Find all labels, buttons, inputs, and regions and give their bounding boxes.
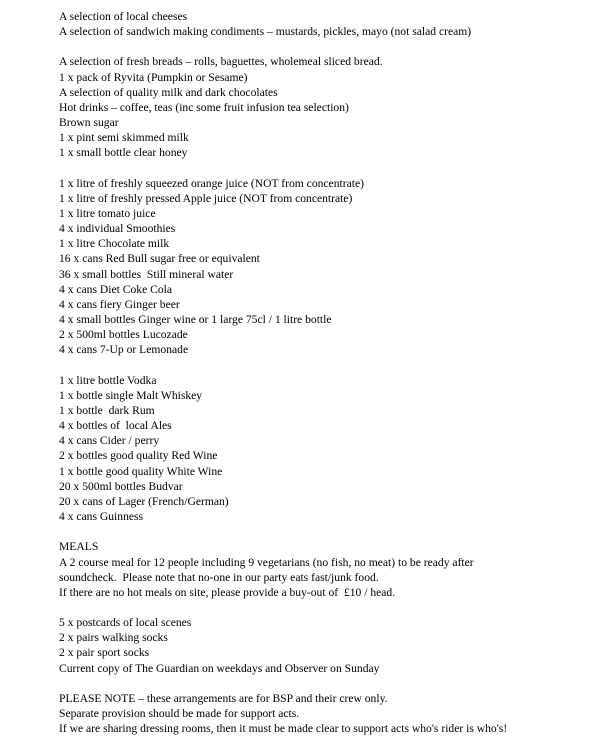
text-line: 2 x pairs walking socks — [59, 631, 168, 645]
text-line: soundcheck. Please note that no-one in our party eats fast/junk food. — [59, 570, 379, 584]
text-line: 4 x cans 7-Up or Lemonade — [59, 343, 189, 357]
text-line: Current copy of The Guardian on weekdays and Observer on Sunday — [59, 661, 380, 675]
text-line: 1 x litre Chocolate milk — [59, 237, 170, 251]
text-line: If we are sharing dressing rooms, then it must be made clear to support acts who's rider is who's! — [59, 722, 508, 736]
text-line: 1 x litre of freshly squeezed orange juice (NOT from concentrate) — [59, 176, 364, 190]
text-line: 4 x cans fiery Ginger beer — [59, 297, 180, 311]
block-meals — [59, 539, 594, 600]
block-alcohol — [59, 373, 594, 525]
text-line: 1 x small bottle clear honey — [59, 146, 188, 160]
text-line: 1 x litre of freshly pressed Apple juice (NOT from concentrate) — [59, 191, 353, 205]
text-line: A selection of sandwich making condiments – mustards, pickles, mayo (not salad cream) — [59, 25, 472, 39]
text-line: 4 x individual Smoothies — [59, 222, 176, 236]
text-line: Separate provision should be made for support acts. — [59, 707, 300, 721]
text-line: 1 x bottle single Malt Whiskey — [59, 388, 203, 402]
text-line: A 2 course meal for 12 people including 9 vegetarians (no fish, no meat) to be ready after — [59, 555, 474, 569]
text-line: A selection of local cheeses — [59, 10, 188, 23]
text-line: 4 x bottles of local Ales — [59, 419, 172, 433]
block-please-note — [59, 691, 594, 736]
text-line: PLEASE NOTE – these arrangements are for BSP and their crew only. — [59, 691, 388, 705]
text-line: 4 x small bottles Ginger wine or 1 large 75cl / 1 litre bottle — [59, 313, 332, 327]
text-line: 1 x litre tomato juice — [59, 207, 156, 220]
text-line: 20 x 500ml bottles Budvar — [59, 479, 183, 493]
text-line: 4 x cans Guinness — [59, 510, 144, 524]
text-line: 4 x cans Diet Coke Cola — [59, 282, 173, 296]
text-line: A selection of fresh breads – rolls, baguettes, wholemeal sliced bread. — [59, 55, 383, 69]
rider-document — [59, 9, 594, 752]
block-soft-drinks — [59, 176, 594, 358]
text-line: 36 x small bottles Still mineral water — [59, 267, 234, 281]
block-breads-hot-drinks — [59, 54, 594, 160]
block-misc-items — [59, 615, 594, 676]
text-line: 20 x cans of Lager (French/German) — [59, 494, 229, 508]
text-line: 1 x pint semi skimmed milk — [59, 131, 189, 145]
block-cheese-condiments — [59, 9, 594, 39]
text-line: If there are no hot meals on site, please provide a buy-out of £10 / head. — [59, 585, 396, 599]
text-line: 4 x cans Cider / perry — [59, 434, 160, 448]
text-line: 5 x postcards of local scenes — [59, 616, 192, 630]
text-line: 2 x 500ml bottles Lucozade — [59, 328, 188, 342]
text-line: 2 x pair sport socks — [59, 646, 150, 660]
text-line: 16 x cans Red Bull sugar free or equivalent — [59, 252, 260, 266]
text-line: Hot drinks – coffee, teas (inc some fruit infusion tea selection) — [59, 100, 349, 114]
text-line: Brown sugar — [59, 116, 119, 130]
text-line: 1 x bottle good quality White Wine — [59, 464, 223, 478]
text-line: 1 x litre bottle Vodka — [59, 373, 157, 387]
text-line: 2 x bottles good quality Red Wine — [59, 449, 218, 463]
text-line: 1 x pack of Ryvita (Pumpkin or Sesame) — [59, 70, 248, 84]
text-line: 1 x bottle dark Rum — [59, 404, 155, 418]
text-line: MEALS — [59, 540, 99, 554]
text-line: A selection of quality milk and dark chocolates — [59, 85, 278, 99]
